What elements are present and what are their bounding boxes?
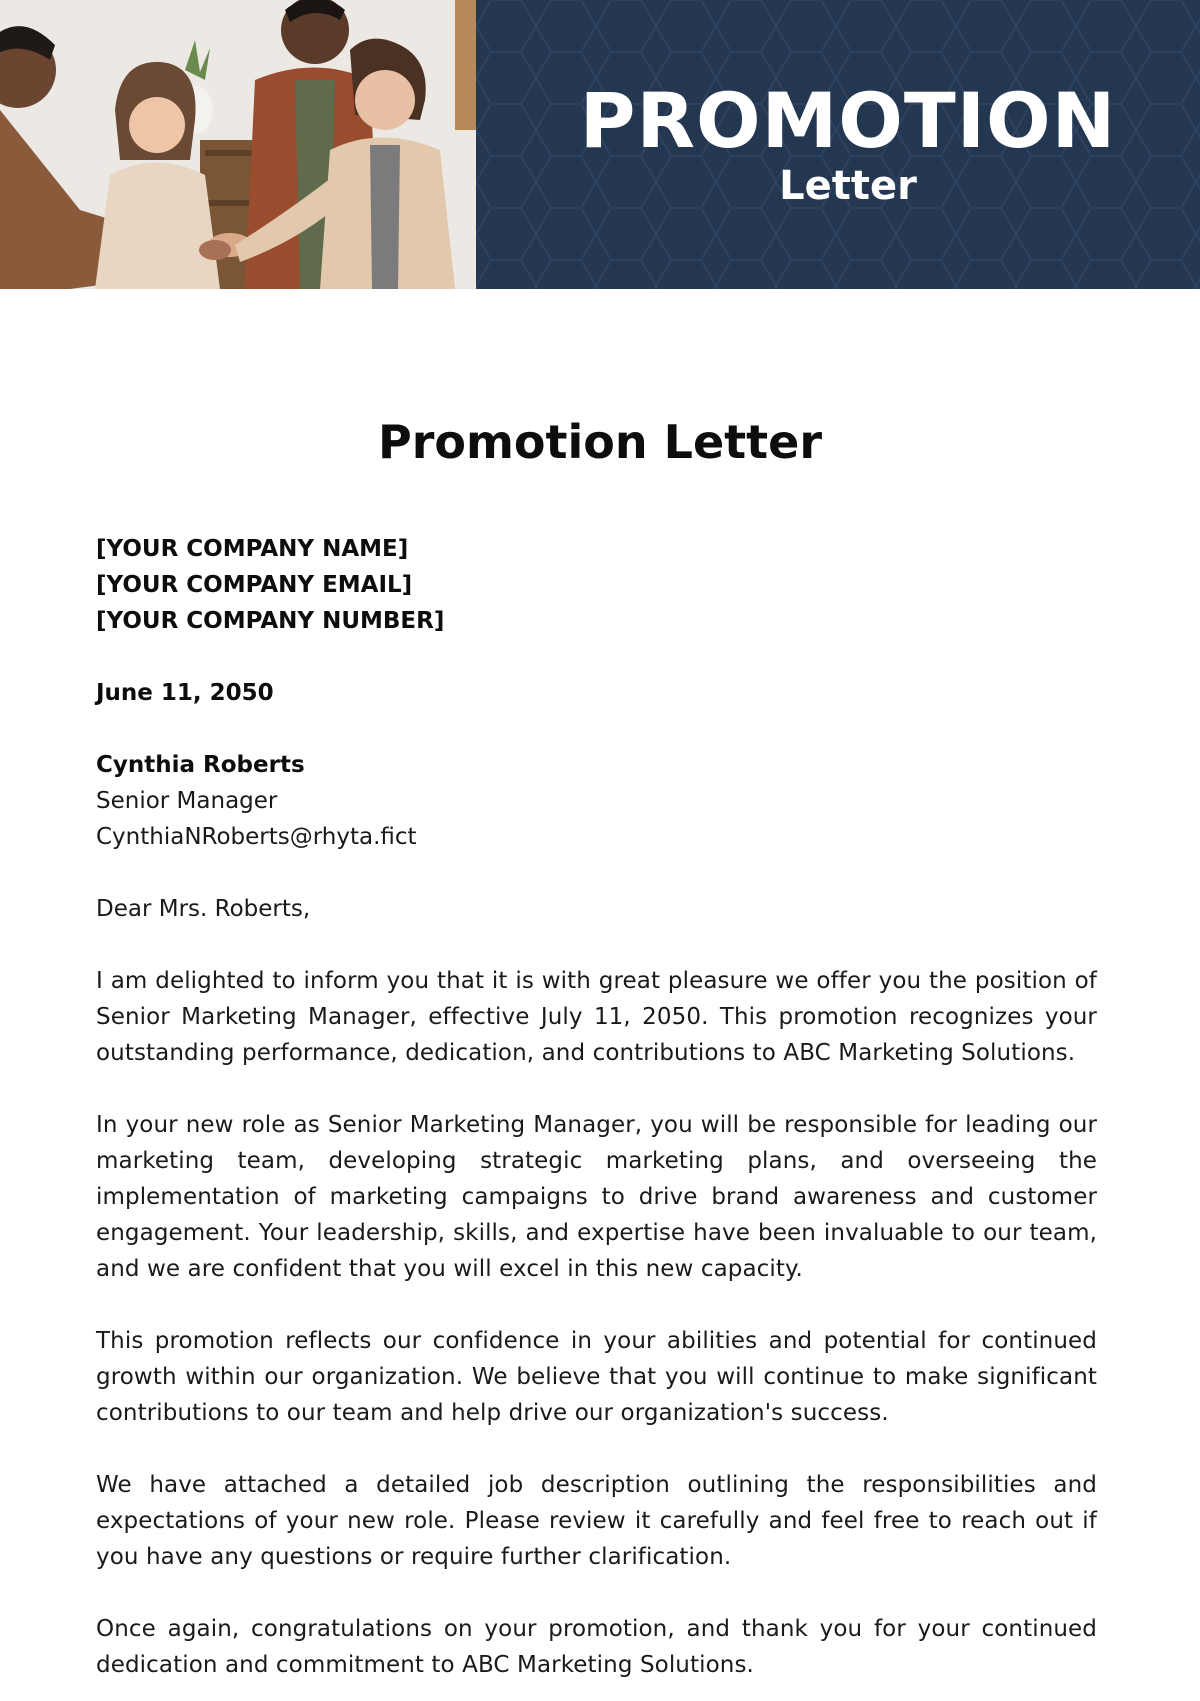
paragraph-4: We have attached a detailed job description outlining the responsibilities and expectations of your new role. Please review it carefully and feel free to reach out if you have any questions or require further clarification. — [96, 1472, 1097, 1570]
company-number: [YOUR COMPANY NUMBER] — [96, 608, 445, 634]
paragraph-3: This promotion reflects our confidence in your abilities and potential for continued growth within our organization. We believe that you will continue to make significant contributions to our team and help drive our organization's success. — [96, 1328, 1097, 1426]
letter-body — [96, 531, 1097, 1683]
banner-subtitle: Letter — [779, 163, 917, 209]
company-email: [YOUR COMPANY EMAIL] — [96, 572, 413, 598]
company-name: [YOUR COMPANY NAME] — [96, 536, 409, 562]
header-banner — [0, 0, 1200, 289]
letter-date: June 11, 2050 — [96, 680, 274, 706]
banner-title: PROMOTION — [579, 76, 1117, 165]
banner-title-panel — [476, 0, 1200, 289]
recipient-name: Cynthia Roberts — [96, 752, 305, 778]
photo-illustration — [0, 0, 476, 289]
paragraph-2: In your new role as Senior Marketing Manager, you will be responsible for leading our marketing team, developing strategic marketing plans, and overseeing the implementation of marketing campaigns to drive brand awareness and customer engagement. Your leadership, skills, and expertise have been invaluable to our team, and we are confident that you will excel in this new capacity. — [96, 1112, 1097, 1282]
team-handshake-photo — [0, 0, 476, 289]
recipient-email: CynthiaNRoberts@rhyta.fict — [96, 824, 417, 850]
paragraph-5: Once again, congratulations on your promotion, and thank you for your continued dedication and commitment to ABC Marketing Solutions. — [96, 1616, 1097, 1678]
recipient-position: Senior Manager — [96, 788, 278, 814]
document-title: Promotion Letter — [377, 415, 823, 469]
paragraph-1: I am delighted to inform you that it is with great pleasure we offer you the position of Senior Marketing Manager, effective July 11, 2050. This promotion recognizes your outstanding performance, dedication, and contributions to ABC Marketing Solutions. — [96, 968, 1097, 1066]
salutation: Dear Mrs. Roberts, — [96, 896, 311, 922]
